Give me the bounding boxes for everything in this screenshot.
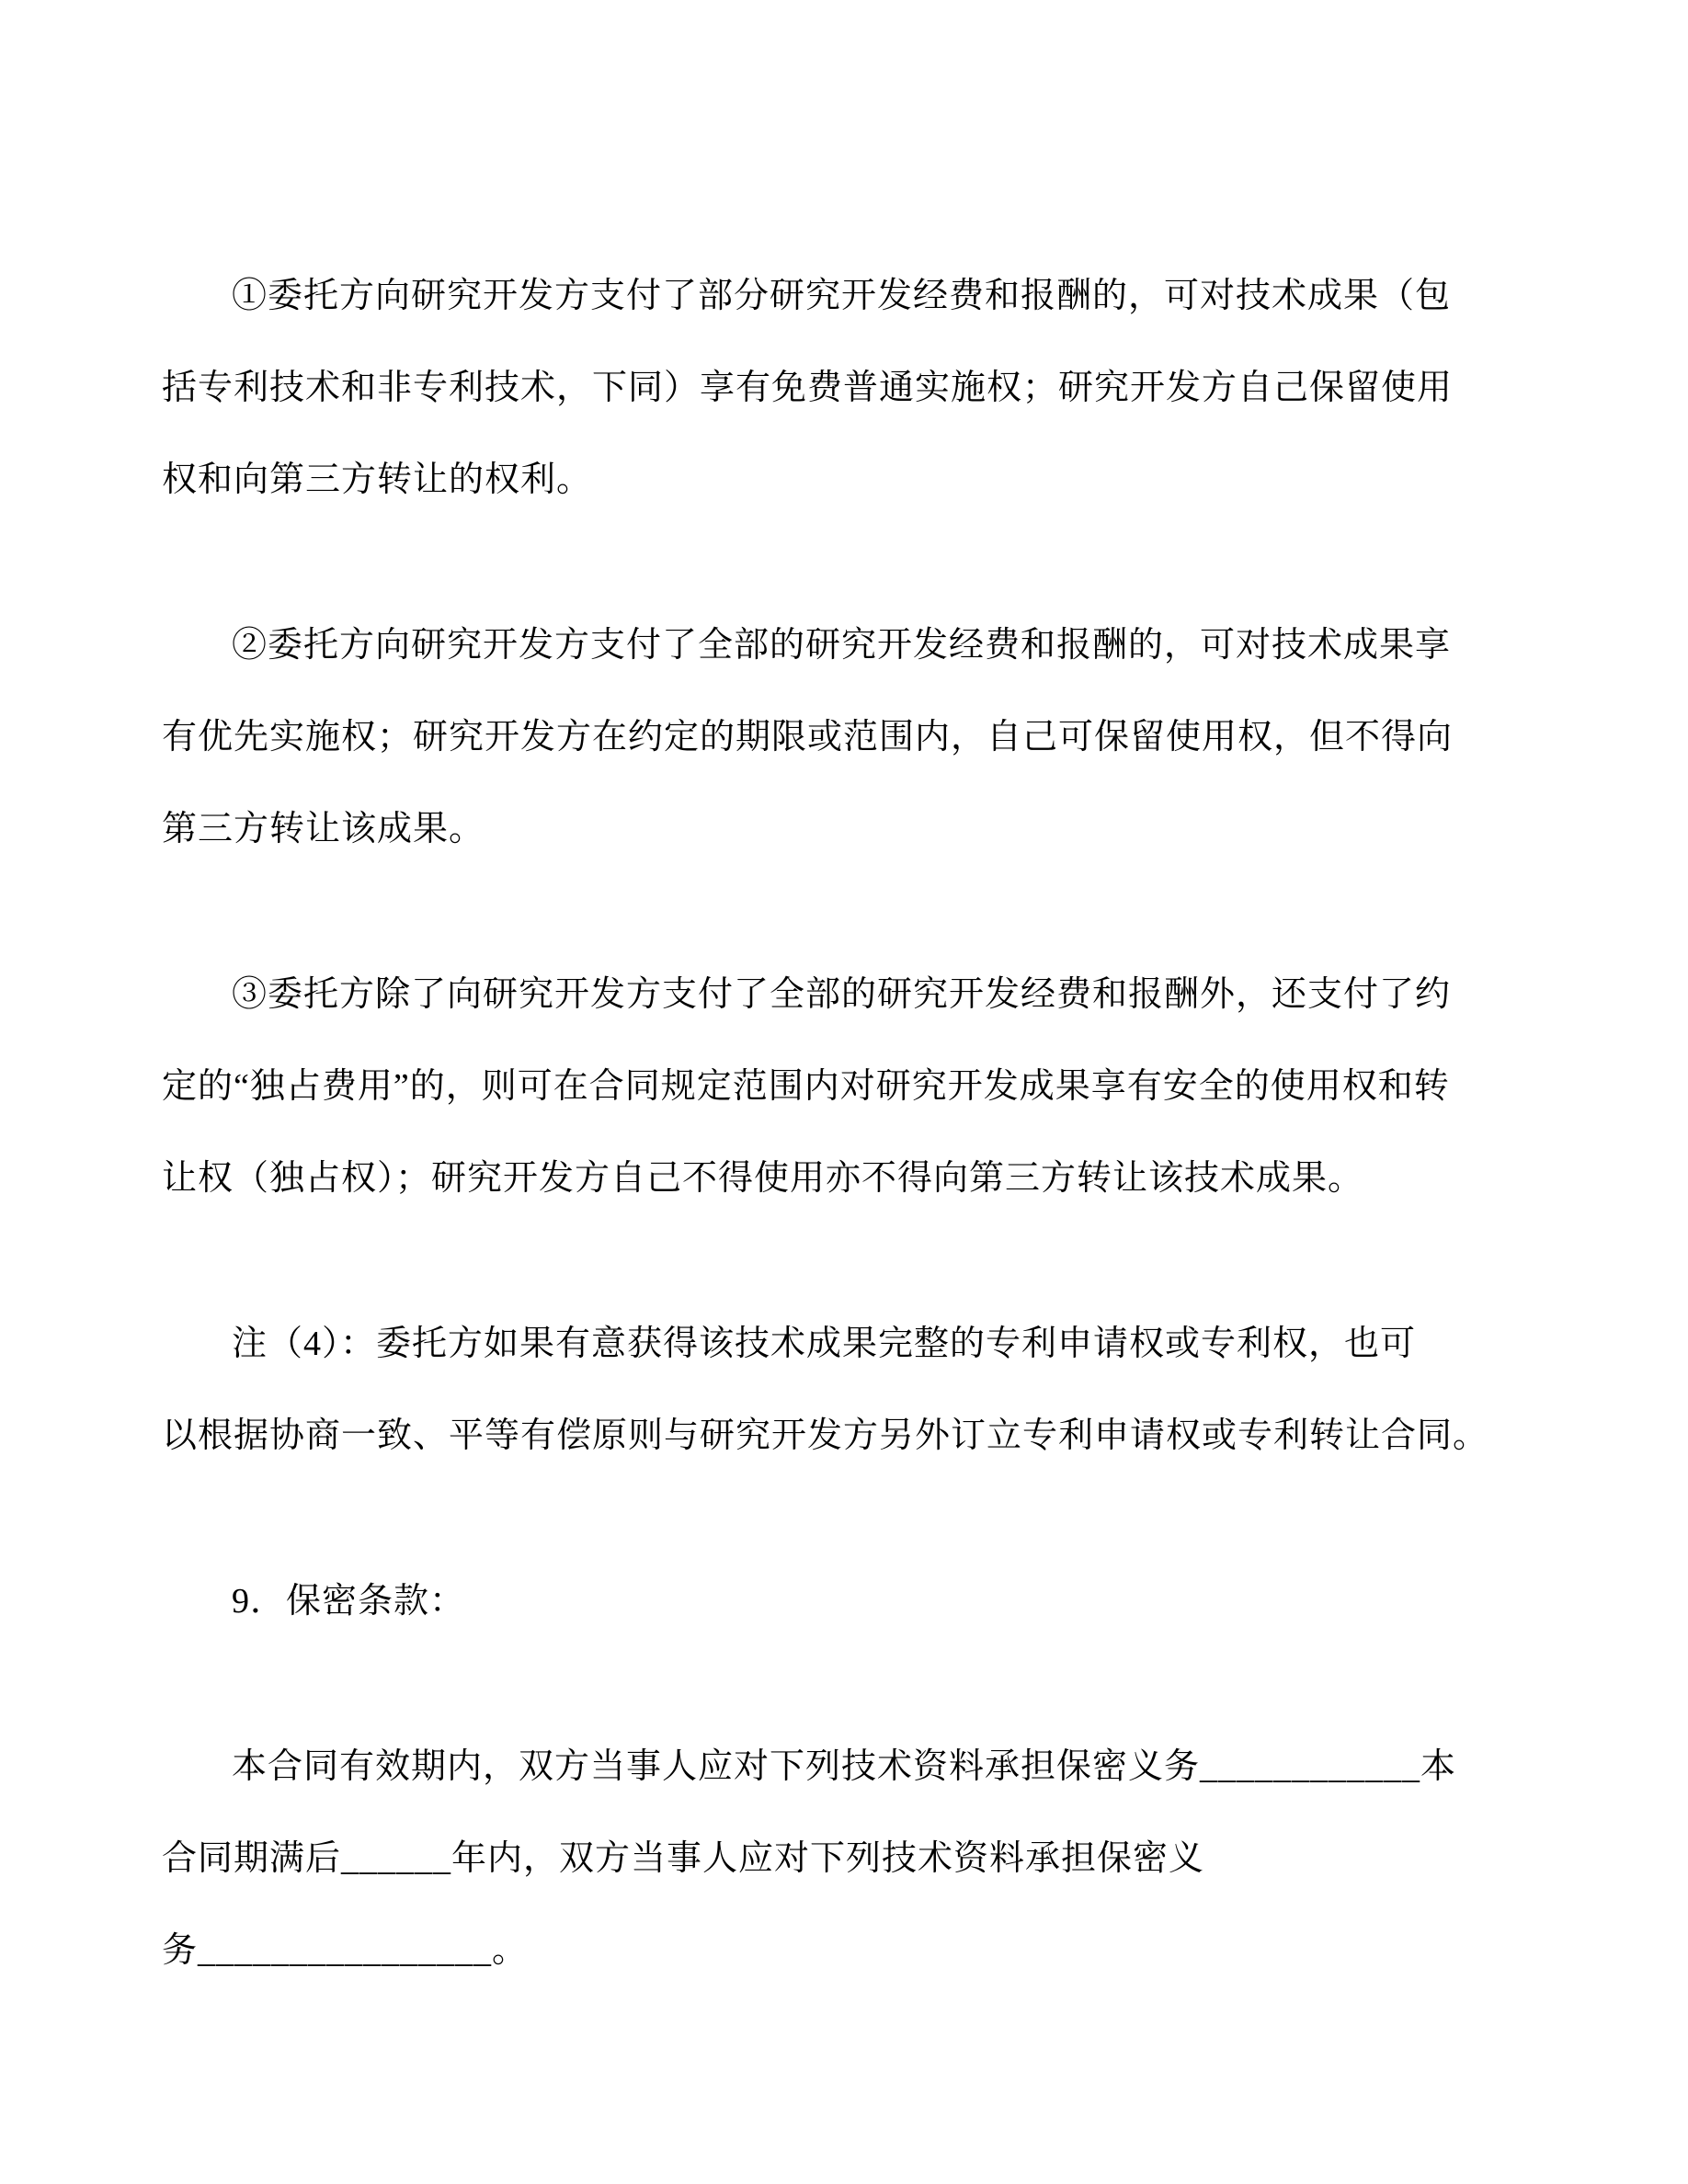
- text-line: ③委托方除了向研究开发方支付了全部的研究开发经费和报酬外，还支付了约: [232, 975, 1452, 1014]
- text-line: ②委托方向研究开发方支付了全部的研究开发经费和报酬的，可对技术成果享: [232, 626, 1452, 665]
- text-line: 定的“独占费用”的，则可在合同规定范围内对研究开发成果享有安全的使用权和转: [162, 1067, 1450, 1106]
- section-heading-text: 9．保密条款：: [232, 1582, 466, 1621]
- clause-3-paragraph: [162, 949, 1526, 1224]
- clause-1-paragraph: [162, 250, 1526, 526]
- text-line: 合同期满后______年内，双方当事人应对下列技术资料承担保密义: [162, 1839, 1205, 1878]
- text-line: 务________________。: [162, 1931, 529, 1970]
- note-4-paragraph: [162, 1298, 1526, 1482]
- text-line: 以根据协商一致、平等有偿原则与研究开发方另外订立专利申请权或专利转让合同。: [162, 1416, 1489, 1455]
- section-9-heading: [162, 1555, 1526, 1647]
- text-line: 括专利技术和非专利技术，下同）享有免费普通实施权；研究开发方自己保留使用: [162, 369, 1454, 407]
- confidentiality-paragraph: [162, 1721, 1526, 1996]
- text-line: 让权（独占权）；研究开发方自己不得使用亦不得向第三方转让该技术成果。: [162, 1159, 1364, 1198]
- text-line: 权和向第三方转让的权利。: [162, 461, 593, 499]
- text-line: 本合同有效期内，双方当事人应对下列技术资料承担保密义务____________本: [232, 1747, 1457, 1786]
- text-line: 注（4）：委托方如果有意获得该技术成果完整的专利申请权或专利权，也可: [232, 1325, 1417, 1363]
- text-line: 有优先实施权；研究开发方在约定的期限或范围内，自己可保留使用权，但不得向: [162, 718, 1454, 756]
- clause-2-paragraph: [162, 599, 1526, 875]
- text-line: ①委托方向研究开发方支付了部分研究开发经费和报酬的，可对技术成果（包: [232, 277, 1452, 315]
- text-line: 第三方转让该成果。: [162, 810, 485, 848]
